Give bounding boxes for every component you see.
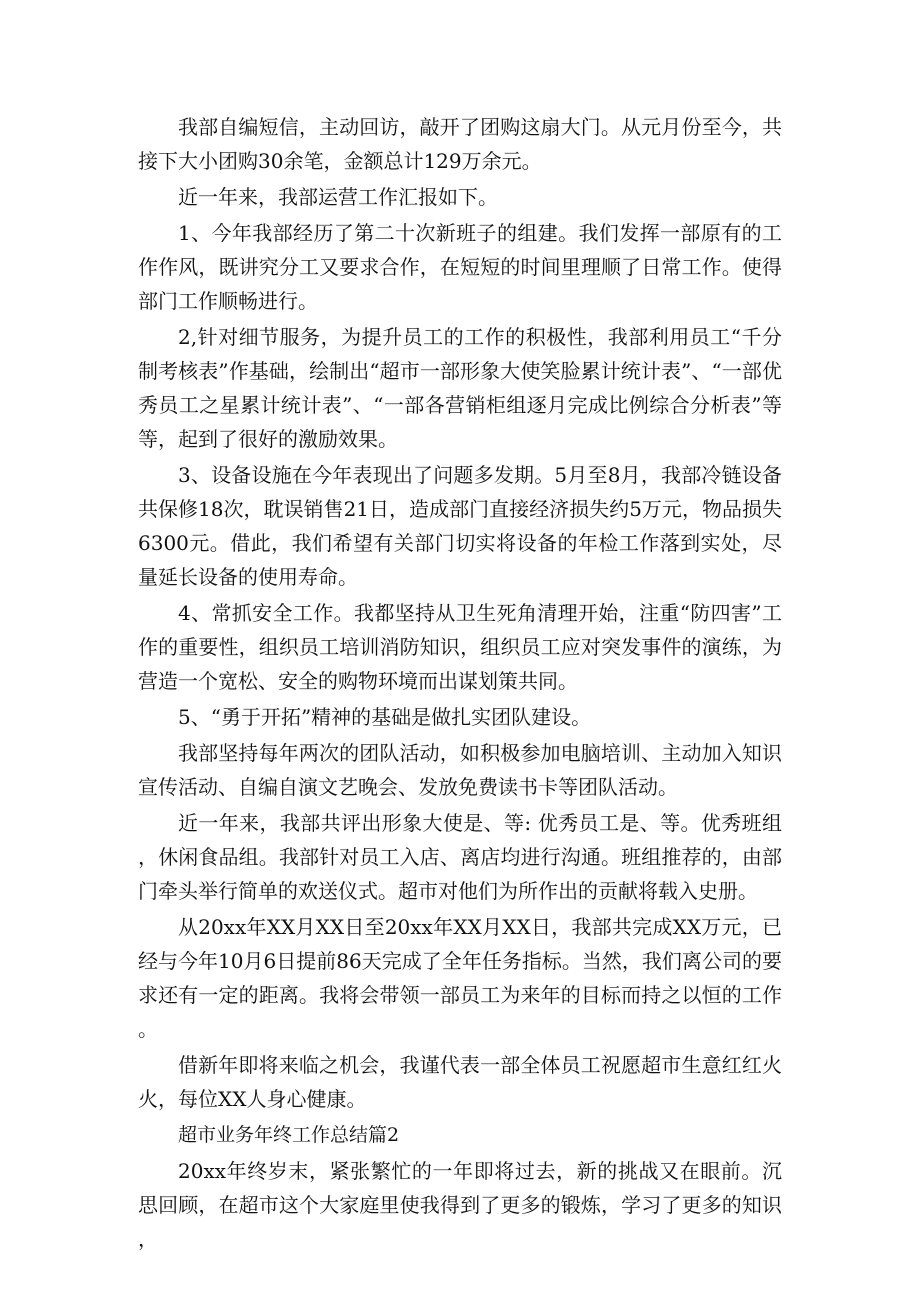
paragraph: 2,针对细节服务，为提升员工的工作的积极性，我部利用员工“千分制考核表”作基础，绘制出“超市一部形象大使笑脸累计统计表”、“一部优秀员工之星累计统计表”、“一部各营销柜组逐月完成比例综合分析表”等等，起到了很好的激励效果。 (138, 325, 782, 451)
paragraph: 我部自编短信，主动回访，敲开了团购这扇大门。从元月份至今，共接下大小团购30余笔，金额总计129万余元。 (138, 115, 782, 173)
closing-paragraph: 20xx年终岁末，紧张繁忙的一年即将过去，新的挑战又在眼前。沉思回顾，在超市这个大家庭里使我得到了更多的锻炼，学习了更多的知识， (138, 1159, 782, 1251)
paragraph: 近一年来，我部共评出形象大使是、等: 优秀员工是、等。优秀班组，休闲食品组。我部针对员工入店、离店均进行沟通。班组推荐的，由部门牵头举行简单的欢送仪式。超市对他们为所作出的贡献将载入史册。 (138, 811, 782, 903)
paragraph: 近一年来，我部运营工作汇报如下。 (178, 185, 498, 209)
paragraph: 3、设备设施在今年表现出了问题多发期。5月至8月，我部冷链设备共保修18次，耽误销售21日，造成部门直接经济损失约5万元，物品损失6300元。借此，我们希望有关部门切实将设备的年检工作落到实处，尽量延长设备的使用寿命。 (138, 463, 782, 589)
paragraph: 5、“勇于开拓”精神的基础是做扎实团队建设。 (178, 705, 592, 729)
paragraph: 4、常抓安全工作。我都坚持从卫生死角清理开始，注重“防四害”工作的重要性，组织员工培训消防知识，组织员工应对突发事件的演练，为营造一个宽松、安全的购物环境而出谋划策共同。 (138, 601, 782, 693)
paragraph: 借新年即将来临之机会，我谨代表一部全体员工祝愿超市生意红红火火，每位XX人身心健康。 (138, 1053, 782, 1111)
paragraph: 从20xx年XX月XX日至20xx年XX月XX日，我部共完成XX万元，已经与今年10月6日提前86天完成了全年任务指标。当然，我们离公司的要求还有一定的距离。我将会带领一部员工为来年的目标而持之以恒的工作。 (138, 915, 782, 1041)
document-body (138, 110, 782, 1258)
paragraph: 1、今年我部经历了第二十次新班子的组建。我们发挥一部原有的工作作风，既讲究分工又要求合作，在短短的时间里理顺了日常工作。使得部门工作顺畅进行。 (138, 221, 782, 313)
section-title: 超市业务年终工作总结篇2 (178, 1124, 400, 1146)
paragraph: 我部坚持每年两次的团队活动，如积极参加电脑培训、主动加入知识宣传活动、自编自演文艺晚会、发放免费读书卡等团队活动。 (138, 741, 782, 799)
